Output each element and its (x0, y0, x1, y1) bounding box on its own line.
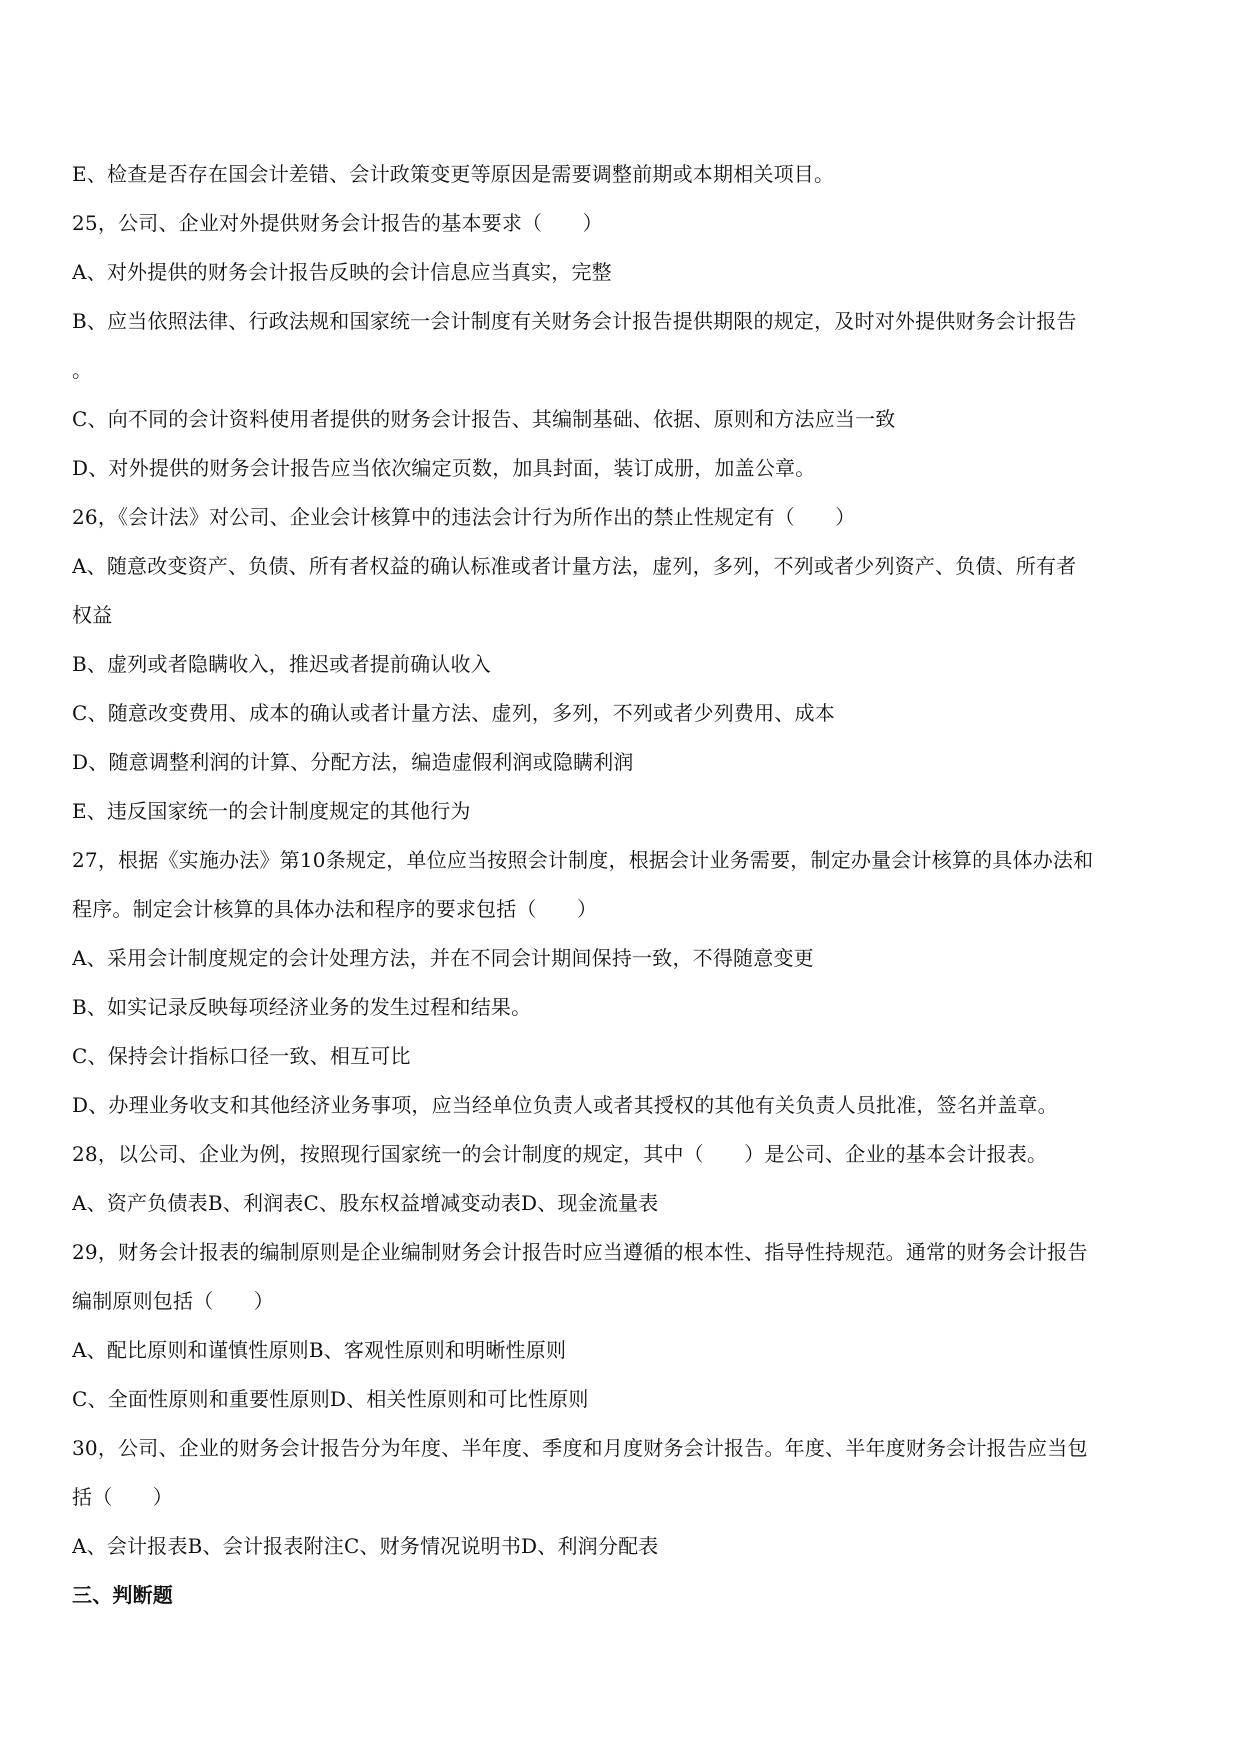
question-30-options: A、会计报表B、会计报表附注C、财务情况说明书D、利润分配表 (72, 1534, 659, 1558)
document-body (72, 150, 1172, 1620)
question-29-stem: 29，财务会计报表的编制原则是企业编制财务会计报告时应当遵循的根本性、指导性持规范。通常的财务会计报告 (72, 1240, 1088, 1264)
question-28-stem: 28，以公司、企业为例，按照现行国家统一的会计制度的规定，其中（ ）是公司、企业的基本会计报表。 (72, 1142, 1048, 1166)
question-25-stem: 25，公司、企业对外提供财务会计报告的基本要求（ ） (72, 211, 603, 235)
question-30-stem: 30，公司、企业的财务会计报告分为年度、半年度、季度和月度财务会计报告。年度、半年度财务会计报告应当包 (72, 1436, 1088, 1460)
question-26-stem: 26，《会计法》对公司、企业会计核算中的违法会计行为所作出的禁止性规定有（ ） (72, 505, 856, 529)
question-29-options-cd: C、全面性原则和重要性原则D、相关性原则和可比性原则 (72, 1387, 589, 1411)
question-25-option-c: C、向不同的会计资料使用者提供的财务会计报告、其编制基础、依据、原则和方法应当一致 (72, 407, 896, 431)
question-29-stem-cont: 编制原则包括（ ） (72, 1289, 274, 1313)
question-26-option-a-cont: 权益 (72, 603, 113, 627)
section-heading: 三、判断题 (72, 1583, 173, 1607)
question-25-option-b-cont: 。 (72, 358, 93, 382)
question-25-option-d: D、对外提供的财务会计报告应当依次编定页数，加具封面，装订成册，加盖公章。 (72, 456, 816, 480)
question-26-option-a: A、随意改变资产、负债、所有者权益的确认标准或者计量方法，虚列，多列，不列或者少列资产、负债、所有者 (72, 554, 1077, 578)
question-25-option-b: B、应当依照法律、行政法规和国家统一会计制度有关财务会计报告提供期限的规定，及时对外提供财务会计报告 (72, 309, 1077, 333)
question-25-option-a: A、对外提供的财务会计报告反映的会计信息应当真实，完整 (72, 260, 612, 284)
question-26-option-c: C、随意改变费用、成本的确认或者计量方法、虚列，多列，不列或者少列费用、成本 (72, 701, 835, 725)
question-26-option-e: E、违反国家统一的会计制度规定的其他行为 (72, 799, 471, 823)
question-26-option-d: D、随意调整利润的计算、分配方法，编造虚假利润或隐瞒利润 (72, 750, 634, 774)
text-line: E、检查是否存在国会计差错、会计政策变更等原因是需要调整前期或本期相关项目。 (72, 162, 835, 186)
question-27-option-d: D、办理业务收支和其他经济业务事项，应当经单位负责人或者其授权的其他有关负责人员批准，签名并盖章。 (72, 1093, 1058, 1117)
question-28-options: A、资产负债表B、利润表C、股东权益增减变动表D、现金流量表 (72, 1191, 659, 1215)
question-26-option-b: B、虚列或者隐瞒收入，推迟或者提前确认收入 (72, 652, 491, 676)
question-27-stem-cont: 程序。制定会计核算的具体办法和程序的要求包括（ ） (72, 897, 598, 921)
question-27-option-a: A、采用会计制度规定的会计处理方法，并在不同会计期间保持一致，不得随意变更 (72, 946, 814, 970)
question-27-stem: 27，根据《实施办法》第10条规定，单位应当按照会计制度，根据会计业务需要，制定办量会计核算的具体办法和 (72, 848, 1094, 872)
question-29-options-ab: A、配比原则和谨慎性原则B、客观性原则和明晰性原则 (72, 1338, 567, 1362)
question-27-option-c: C、保持会计指标口径一致、相互可比 (72, 1044, 411, 1068)
question-27-option-b: B、如实记录反映每项经济业务的发生过程和结果。 (72, 995, 532, 1019)
question-30-stem-cont: 括（ ） (72, 1485, 173, 1509)
